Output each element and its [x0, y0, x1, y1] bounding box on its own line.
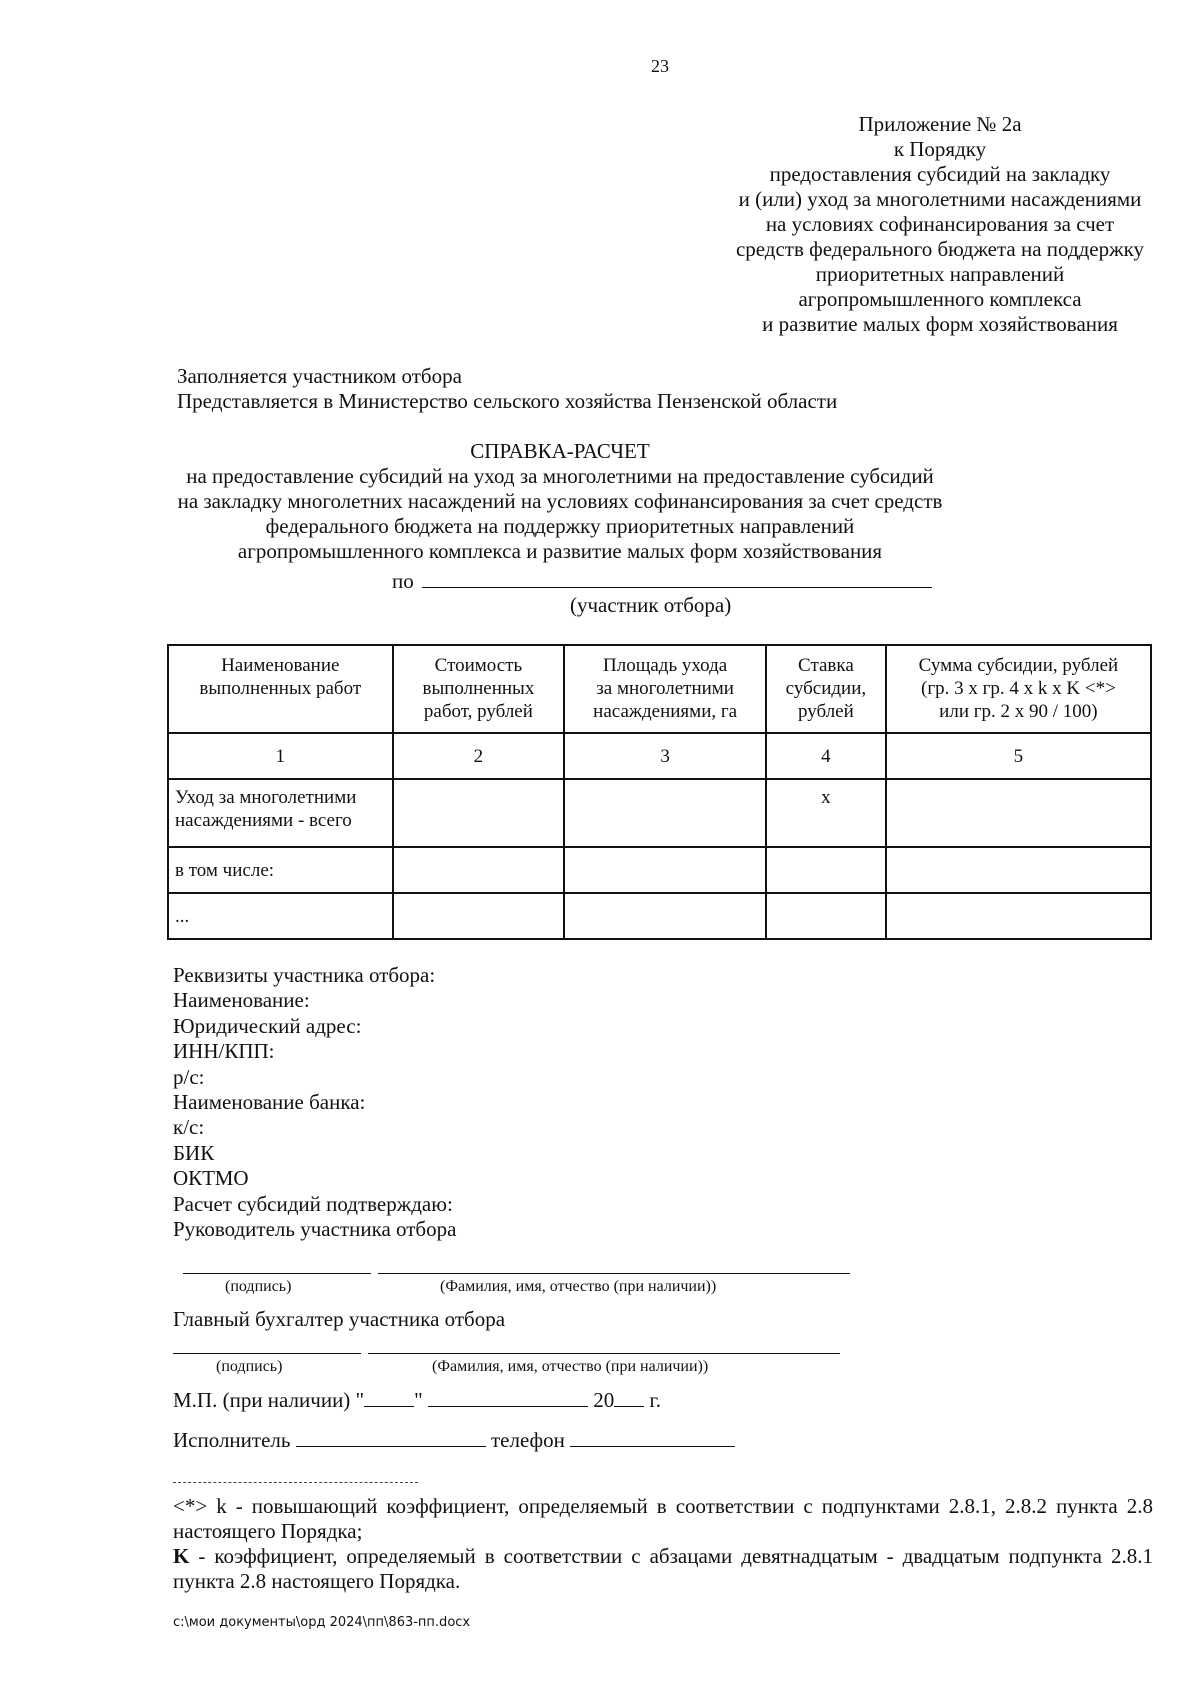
table-cell[interactable]: [886, 893, 1151, 939]
details-line: Расчет субсидий подтверждаю:: [173, 1191, 453, 1216]
fill-note-line2: Представляется в Министерство сельского хозяйства Пензенской области: [177, 389, 838, 413]
stamp-date-line: [173, 1388, 661, 1413]
participant-line: [392, 569, 932, 594]
head-name-line[interactable]: [378, 1273, 850, 1274]
table-cell[interactable]: [564, 847, 766, 893]
appendix-line: предоставления субсидий на закладку: [769, 162, 1111, 186]
table-cell: Уход за многолетними насаждениями - всего: [168, 779, 393, 847]
accountant-signature-line[interactable]: [173, 1353, 361, 1354]
details-line: к/с:: [173, 1115, 205, 1140]
table-cell[interactable]: [766, 847, 886, 893]
table-cell: ...: [168, 893, 393, 939]
appendix-line: и развитие малых форм хозяйствования: [762, 312, 1118, 336]
footnote-separator: [173, 1482, 418, 1483]
chief-accountant-label: Главный бухгалтер участника отбора: [173, 1307, 506, 1331]
header-cell-cost: Стоимость выполненных работ, рублей: [393, 645, 565, 733]
column-number: 4: [766, 733, 886, 779]
year-prefix: 20: [593, 1388, 615, 1412]
document-heading: СПРАВКА-РАСЧЕТ: [470, 439, 650, 463]
appendix-line: и (или) уход за многолетними насаждениями: [738, 187, 1142, 211]
footnote-k: <*> k - повышающий коэффициент, определяемый в соответствии с подпунктами 2.8.1, 2.8.2 пункта 2.8 настоящего Порядка;: [173, 1494, 1153, 1543]
table-row: [168, 893, 1151, 939]
title-line: федерального бюджета на поддержку приоритетных направлений: [265, 514, 855, 538]
details-line: Юридический адрес:: [173, 1013, 362, 1038]
title-line: на закладку многолетних насаждений на условиях софинансирования за счет средств: [177, 489, 943, 513]
column-number: 5: [886, 733, 1151, 779]
table-cell[interactable]: [393, 847, 565, 893]
footnote-K: [173, 1544, 1153, 1594]
table-cell[interactable]: [564, 779, 766, 847]
table-cell[interactable]: [393, 893, 565, 939]
day-blank[interactable]: [364, 1390, 414, 1407]
table-cell[interactable]: [766, 893, 886, 939]
footnote-K-text: - коэффициент, определяемый в соответствии с абзацами девятнадцатым - двадцатым подпункта 2.8.1 пункта 2.8 настоящего Порядка.: [173, 1544, 1153, 1593]
fill-note: [177, 364, 837, 414]
appendix-line: приоритетных направлений: [815, 262, 1065, 286]
phone-label: телефон: [490, 1428, 565, 1452]
executor-label: Исполнитель: [173, 1428, 291, 1452]
phone-blank[interactable]: [570, 1430, 735, 1447]
table-row: [168, 847, 1151, 893]
head-signature-caption: (подпись): [225, 1278, 292, 1295]
participant-caption: (участник отбора): [570, 593, 732, 617]
file-path: c:\мои документы\орд 2024\пп\863-пп.docx: [173, 1615, 471, 1630]
title-line: на предоставление субсидий на уход за многолетними на предоставление субсидий: [186, 464, 934, 488]
appendix-line: к Порядку: [893, 137, 987, 161]
footnote-K-symbol: K: [173, 1544, 190, 1568]
header-cell-area: Площадь ухода за многолетними насаждениями, га: [564, 645, 766, 733]
stamp-label: М.П. (при наличии) ": [173, 1388, 365, 1412]
header-cell-work: Наименование выполненных работ: [168, 645, 393, 733]
appendix-line: Приложение № 2а: [858, 112, 1022, 136]
title-line: агропромышленного комплекса и развитие малых форм хозяйствования: [237, 539, 883, 563]
year-blank[interactable]: [614, 1390, 644, 1407]
header-cell-rate: Ставка субсидии, рублей: [766, 645, 886, 733]
month-blank[interactable]: [428, 1390, 588, 1407]
appendix-line: агропромышленного комплекса: [798, 287, 1082, 311]
participant-details: [173, 963, 456, 1242]
head-name-caption: (Фамилия, имя, отчество (при наличии)): [440, 1278, 717, 1295]
table-cell[interactable]: [886, 847, 1151, 893]
column-number: 1: [168, 733, 393, 779]
calculation-table: [167, 644, 1152, 940]
table-cell[interactable]: [564, 893, 766, 939]
page-number: 23: [651, 56, 669, 76]
document-title: [150, 439, 970, 564]
column-number-row: [168, 733, 1151, 779]
details-line: р/с:: [173, 1064, 205, 1089]
participant-blank[interactable]: [422, 569, 932, 588]
column-number: 3: [564, 733, 766, 779]
details-line: Реквизиты участника отбора:: [173, 963, 436, 987]
details-line: Наименование:: [173, 988, 310, 1013]
executor-line: [173, 1428, 735, 1453]
appendix-line: на условиях софинансирования за счет: [765, 212, 1115, 236]
accountant-name-caption: (Фамилия, имя, отчество (при наличии)): [432, 1358, 709, 1375]
table-row: [168, 779, 1151, 847]
po-label: по: [392, 569, 414, 593]
details-line: Наименование банка:: [173, 1090, 366, 1115]
accountant-name-line[interactable]: [368, 1353, 840, 1354]
table-cell: в том числе:: [168, 847, 393, 893]
table-cell[interactable]: [886, 779, 1151, 847]
accountant-signature-caption: (подпись): [216, 1358, 283, 1375]
details-line: ОКТМО: [173, 1166, 249, 1191]
details-line: Руководитель участника отбора: [173, 1217, 457, 1242]
head-signature-line[interactable]: [183, 1273, 371, 1274]
details-line: ИНН/КПП:: [173, 1039, 275, 1064]
column-number: 2: [393, 733, 565, 779]
table-cell[interactable]: [393, 779, 565, 847]
table-cell: x: [766, 779, 886, 847]
fill-note-line1: Заполняется участником отбора: [177, 364, 462, 388]
appendix-line: средств федерального бюджета на поддержку: [735, 237, 1145, 261]
details-line: БИК: [173, 1140, 215, 1165]
appendix-block: [640, 112, 1200, 337]
quote-mark: ": [414, 1388, 423, 1412]
header-cell-sum: Сумма субсидии, рублей (гр. 3 x гр. 4 x k x K <*> или гр. 2 x 90 / 100): [886, 645, 1151, 733]
year-suffix: г.: [649, 1388, 661, 1412]
executor-blank[interactable]: [296, 1430, 486, 1447]
table-header-row: [168, 645, 1151, 733]
